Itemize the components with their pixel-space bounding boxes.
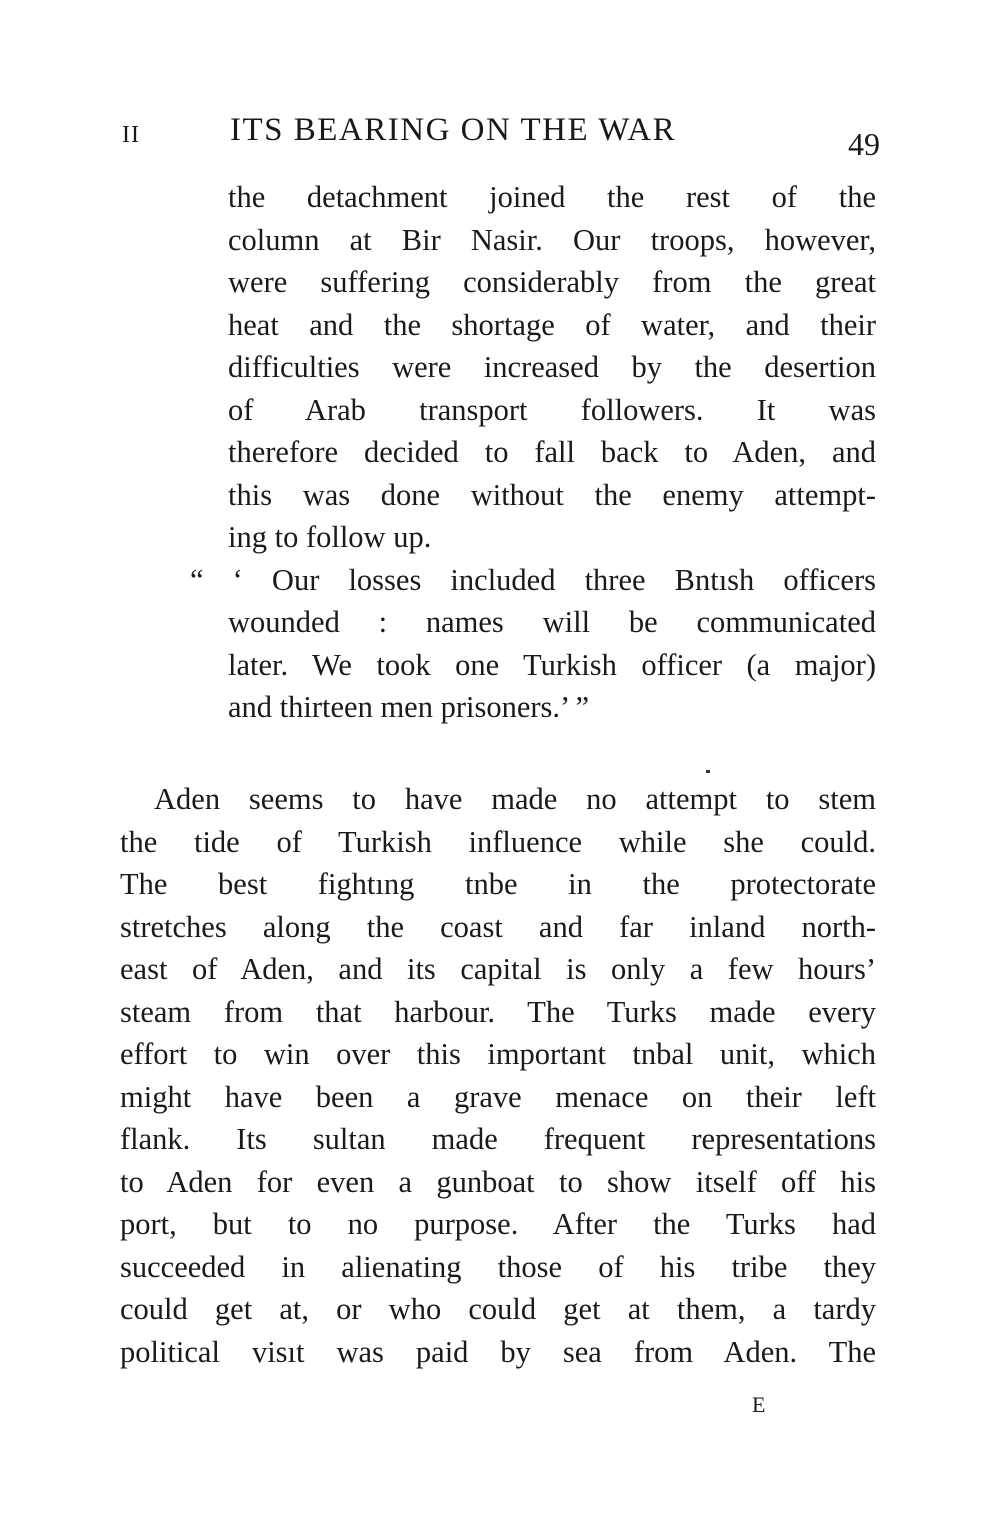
text-line: flank. Its sultan made frequent representations [120, 1122, 876, 1156]
body-paragraph [120, 778, 876, 1373]
text-line: this was done without the enemy attempt- [228, 477, 876, 512]
text-line: the tide of Turkish influence while she could. [120, 824, 876, 859]
text-line: succeeded in alienating those of his tribe they [120, 1249, 876, 1284]
page-number: 49 [848, 126, 880, 162]
text-line: “ ‘ Our losses included three Bntısh officers [190, 562, 876, 597]
text-line: column at Bir Nasir. Our troops, however, [228, 222, 876, 257]
text-line: wounded : names will be communicated [228, 605, 876, 639]
text-line: might have been a grave menace on their left [120, 1079, 876, 1114]
running-title: ITS BEARING ON THE WAR [230, 112, 677, 148]
chapter-numeral: II [122, 122, 140, 148]
text-line: therefore decided to fall back to Aden, and [228, 435, 876, 469]
text-line: later. We took one Turkish officer (a major) [228, 647, 876, 682]
text-line: heat and the shortage of water, and their [228, 307, 876, 342]
text-line: could get at, or who could get at them, a tardy [120, 1292, 876, 1326]
text-line: effort to win over this important tnbal unit, which [120, 1037, 876, 1071]
text-line: Aden seems to have made no attempt to stem [154, 782, 876, 816]
text-line: steam from that harbour. The Turks made every [120, 994, 876, 1029]
print-speck [706, 770, 710, 773]
text-line: east of Aden, and its capital is only a few hours’ [120, 952, 876, 986]
text-line: to Aden for even a gunboat to show itself off his [120, 1164, 876, 1199]
text-line: stretches along the coast and far inland north- [120, 909, 876, 944]
text-line: ing to follow up. [228, 520, 432, 554]
text-line: and thirteen men prisoners.’ ” [228, 690, 590, 724]
quoted-dispatch [190, 176, 876, 729]
running-head [118, 112, 880, 162]
text-line: were suffering considerably from the great [228, 265, 876, 299]
text-line: difficulties were increased by the desertion [228, 350, 876, 384]
text-line: the detachment joined the rest of the [228, 180, 876, 214]
text-line: political visıt was paid by sea from Aden. The [120, 1334, 876, 1369]
text-line: The best fightıng tnbe in the protectorate [120, 867, 876, 901]
text-line: of Arab transport followers. It was [228, 392, 876, 427]
text-line: port, but to no purpose. After the Turks had [120, 1207, 876, 1241]
signature-mark: E [752, 1392, 767, 1417]
